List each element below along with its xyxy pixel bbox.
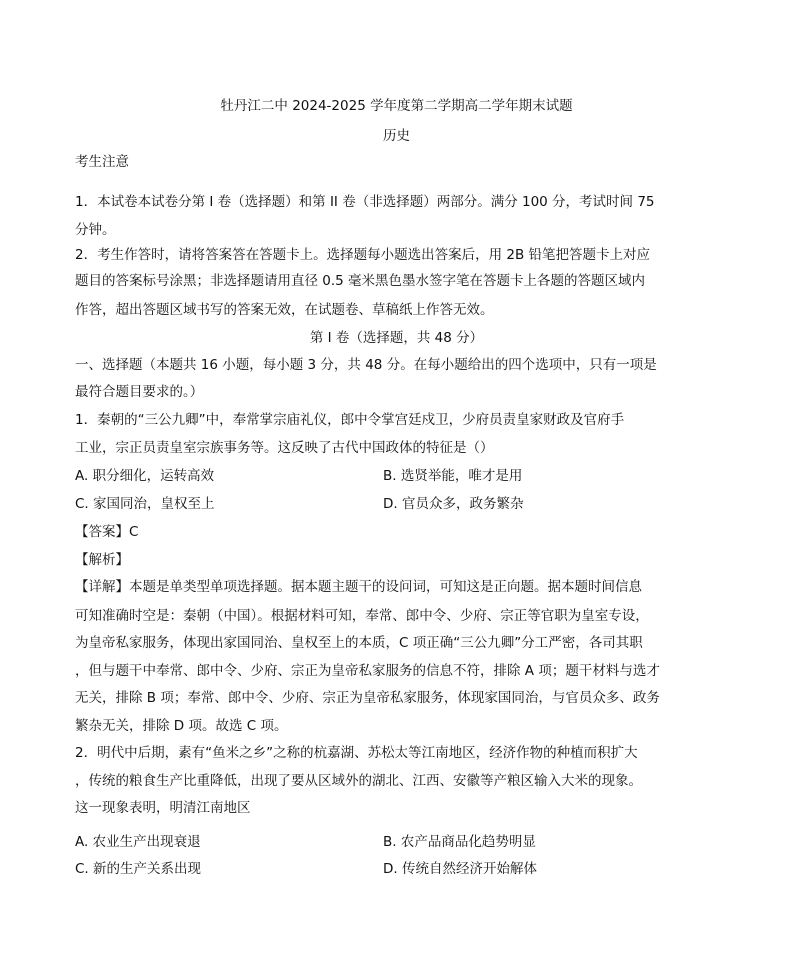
exam-title: 牡丹江二中 2024-2025 学年度第二学期高二学年期末试题 — [220, 98, 573, 114]
notice-item-1-line-1: 1．本试卷本试卷分第 I 卷（选择题）和第 II 卷（非选择题）两部分。满分 100 分，考试时间 75 — [75, 194, 655, 210]
q2-option-b: B. 农产品商品化趋势明显 — [383, 834, 536, 850]
q1-option-b: B. 选贤举能，唯才是用 — [383, 468, 523, 484]
section-instruction-line-2: 最符合题目要求的。） — [75, 384, 204, 400]
q1-option-d: D. 官员众多，政务繁杂 — [383, 496, 524, 512]
q1-analysis-heading: 【解析】 — [75, 552, 129, 568]
notice-heading: 考生注意 — [75, 154, 129, 170]
q1-detail-line-2: 可知准确时空是：秦朝（中国）。根据材料可知，奉常、郎中令、少府、宗正等官职为皇室专设， — [75, 608, 649, 624]
notice-item-2-line-1: 2．考生作答时，请将答案答在答题卡上。选择题每小题选出答案后，用 2B 铅笔把答题卡上对应 — [75, 247, 651, 263]
q2-option-c: C. 新的生产关系出现 — [75, 861, 202, 877]
part-1-title: 第 I 卷（选择题，共 48 分） — [309, 330, 484, 346]
q2-option-d: D. 传统自然经济开始解体 — [383, 861, 537, 877]
notice-item-1-line-2: 分钟。 — [75, 222, 116, 238]
q1-detail-line-6: 繁杂无关，排除 D 项。故选 C 项。 — [75, 718, 288, 734]
q1-answer: 【答案】C — [75, 524, 139, 540]
q2-stem-line-3: 这一现象表明，明清江南地区 — [75, 800, 251, 816]
notice-item-2-line-2: 题目的答案标号涂黑；非选择题请用直径 0.5 毫米黑色墨水签字笔在答题卡上各题的答题区域内 — [75, 273, 646, 289]
q1-option-a: A. 职分细化，运转高效 — [75, 468, 215, 484]
q1-detail-line-3: 为皇帝私家服务，体现出家国同治、皇权至上的本质，C 项正确“三公九卿”分工严密，各司其职 — [75, 635, 643, 651]
q1-option-c: C. 家国同治，皇权至上 — [75, 496, 215, 512]
q1-detail-line-5: 无关，排除 B 项；奉常、郎中令、少府、宗正为皇帝私家服务，体现家国同治，与官员众多、政务 — [75, 690, 660, 706]
q2-option-a: A. 农业生产出现衰退 — [75, 834, 201, 850]
q2-stem-line-1: 2．明代中后期，素有“鱼米之乡”之称的杭嘉湖、苏松太等江南地区，经济作物的种植而积扩大 — [75, 745, 638, 761]
q1-detail-line-4: ，但与题干中奉常、郎中令、少府、宗正为皇帝私家服务的信息不符，排除 A 项；题干材料与选才 — [75, 663, 660, 679]
exam-subject: 历史 — [383, 128, 410, 144]
q1-detail-line-1: 【详解】本题是单类型单项选择题。据本题主题干的设问词，可知这是正向题。据本题时间信息 — [75, 579, 642, 595]
notice-item-2-line-3: 作答，超出答题区域书写的答案无效，在试题卷、草稿纸上作答无效。 — [75, 302, 494, 318]
q1-stem-line-1: 1．秦朝的“三公九卿”中，奉常掌宗庙礼仪，郎中令掌宫廷戍卫，少府员责皇家财政及官府手 — [75, 412, 625, 428]
q2-stem-line-2: ，传统的粮食生产比重降低，出现了要从区域外的湖北、江西、安徽等产粮区输入大米的现象。 — [75, 773, 642, 789]
section-instruction-line-1: 一、选择题（本题共 16 小题，每小题 3 分，共 48 分。在每小题给出的四个选项中，只有一项是 — [75, 357, 657, 373]
q1-stem-line-2: 工业，宗正员责皇室宗族事务等。这反映了古代中国政体的特征是（） — [75, 440, 494, 456]
